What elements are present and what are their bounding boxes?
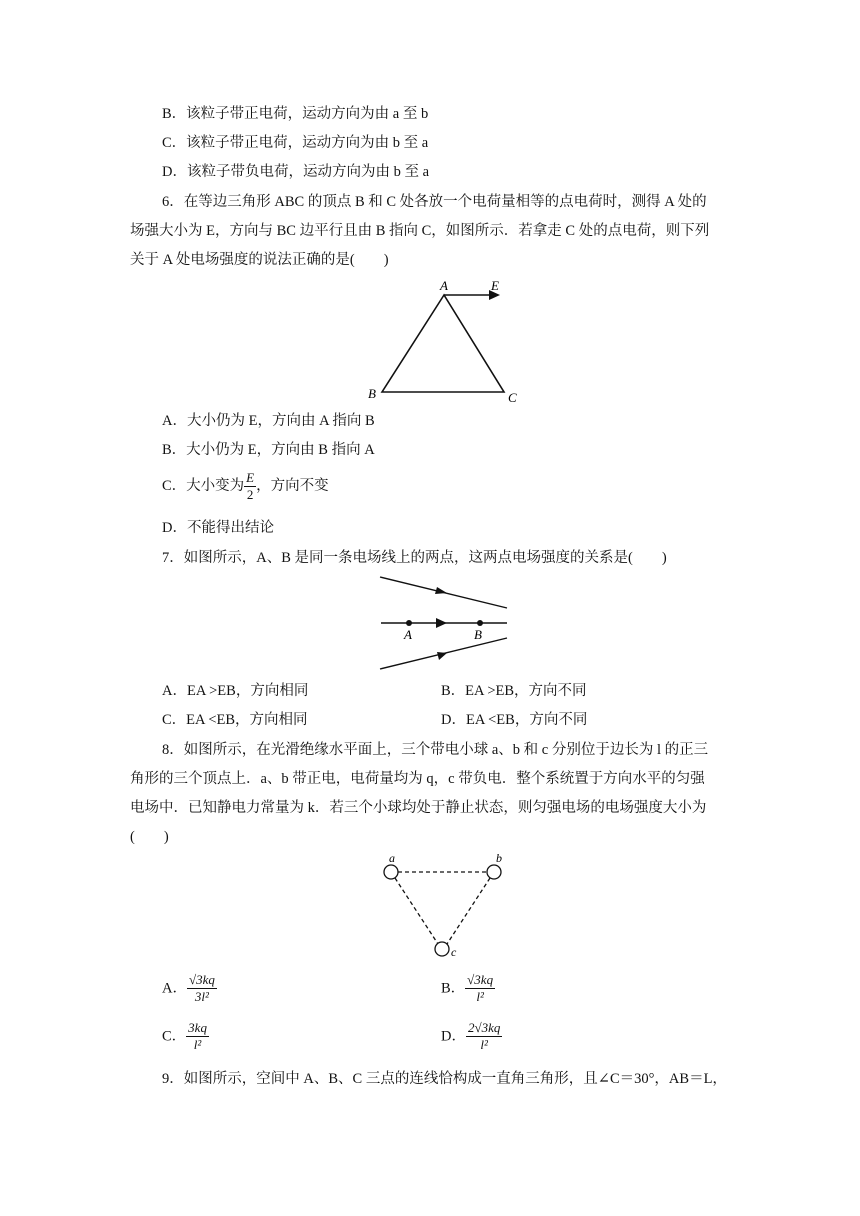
- q7-point-a: [406, 620, 412, 626]
- q8-ball-a: [384, 865, 398, 879]
- q8-option-d-den: l²: [480, 1037, 488, 1052]
- q6-option-c: [162, 470, 329, 503]
- q8-charge-triangle-figure: [378, 850, 508, 962]
- q7-point-b: [477, 620, 483, 626]
- q7-lower-arrowhead: [437, 652, 447, 660]
- q8-label-c: c: [451, 945, 457, 959]
- q6-label-b: B: [368, 386, 376, 401]
- q6-option-c-num: E: [246, 470, 255, 485]
- q8-option-b: [441, 972, 495, 1005]
- q6-triangle-figure: [360, 276, 530, 406]
- q6-option-b: B．大小仍为 E，方向由 B 指向 A: [162, 442, 375, 458]
- q8-stem-line4: ( ): [130, 829, 169, 845]
- q8-option-c-fraction: [186, 1020, 209, 1053]
- q8-label-b: b: [496, 851, 502, 865]
- q7-field-line-figure: [375, 572, 515, 672]
- q8-option-b-fraction: [465, 972, 495, 1005]
- q7-middle-arrowhead: [436, 618, 447, 628]
- q5-option-d: D．该粒子带负电荷，运动方向为由 b 至 a: [162, 164, 430, 180]
- q7-option-a: A．EA >EB，方向相同: [162, 683, 309, 699]
- q7-option-b: B．EA >EB，方向不同: [441, 683, 587, 699]
- q8-stem-line1: 8．如图所示，在光滑绝缘水平面上，三个带电小球 a、b 和 c 分别位于边长为 l 的正三: [162, 742, 709, 758]
- q6-stem-line2: 场强大小为 E，方向与 BC 边平行且由 B 指向 C，如图所示．若拿走 C 处的点电荷，则下列: [130, 223, 710, 239]
- q8-option-d-fraction: [466, 1020, 502, 1053]
- q8-option-b-den: l²: [476, 989, 484, 1004]
- q8-option-a-num: √3kq: [188, 972, 215, 987]
- q8-option-b-num: √3kq: [467, 972, 494, 987]
- q8-option-d-num: 2√3kq: [467, 1020, 501, 1035]
- q6-option-c-suffix: ，方向不变: [256, 477, 329, 494]
- q7-upper-arrowhead: [435, 587, 447, 594]
- q6-stem-line3: 关于 A 处电场强度的说法正确的是( ): [130, 252, 389, 268]
- q8-option-a-fraction: [187, 972, 217, 1005]
- q8-option-a-label: A．: [162, 980, 187, 997]
- q7-option-c: C．EA <EB，方向相同: [162, 712, 308, 728]
- q8-ball-c: [435, 942, 449, 956]
- q6-label-a: A: [440, 278, 448, 293]
- q8-option-c-den: l²: [193, 1037, 202, 1052]
- q8-ball-b: [487, 865, 501, 879]
- q7-label-a: A: [404, 627, 412, 642]
- q6-stem-line1: 6．在等边三角形 ABC 的顶点 B 和 C 处各放一个电荷量相等的点电荷时，测得 A 处的: [162, 194, 707, 210]
- q8-edge-bc: [447, 878, 490, 944]
- q8-option-c-num: 3kq: [188, 1020, 207, 1035]
- q8-option-c-label: C．: [162, 1028, 187, 1045]
- q6-label-e: E: [491, 278, 499, 293]
- q7-label-b: B: [474, 627, 482, 642]
- q8-option-d-label: D．: [441, 1028, 466, 1045]
- q5-option-b: B．该粒子带正电荷，运动方向为由 a 至 b: [162, 106, 429, 122]
- q5-option-c: C．该粒子带正电荷，运动方向为由 b 至 a: [162, 135, 429, 151]
- q6-option-c-den: 2: [246, 487, 254, 502]
- q8-option-d: [441, 1020, 502, 1053]
- q7-option-d: D．EA <EB，方向不同: [441, 712, 588, 728]
- q6-triangle: [382, 295, 504, 392]
- q6-option-c-prefix: C．大小变为: [162, 477, 245, 494]
- q8-stem-line2: 角形的三个顶点上．a、b 带正电，电荷量均为 q，c 带负电．整个系统置于方向水平的匀强: [130, 771, 705, 787]
- q8-option-a-den: 3l²: [194, 989, 209, 1004]
- q7-stem-line1: 7．如图所示，A、B 是同一条电场线上的两点，这两点电场强度的关系是( ): [162, 550, 667, 566]
- q6-label-c: C: [508, 390, 517, 405]
- q9-stem-line1: 9．如图所示，空间中 A、B、C 三点的连线恰构成一直角三角形，且∠C＝30°，AB＝L，: [162, 1071, 727, 1087]
- q6-option-a: A．大小仍为 E，方向由 A 指向 B: [162, 413, 375, 429]
- q8-option-a: [162, 972, 217, 1005]
- q8-edge-ac: [395, 878, 438, 944]
- q8-option-b-label: B．: [441, 980, 466, 997]
- q8-stem-line3: 电场中．已知静电力常量为 k．若三个小球均处于静止状态，则匀强电场的电场强度大小为: [130, 800, 707, 816]
- q6-option-c-fraction: [244, 470, 256, 503]
- q8-option-c: [162, 1020, 209, 1053]
- q8-label-a: a: [389, 851, 395, 865]
- q6-option-d: D．不能得出结论: [162, 520, 274, 536]
